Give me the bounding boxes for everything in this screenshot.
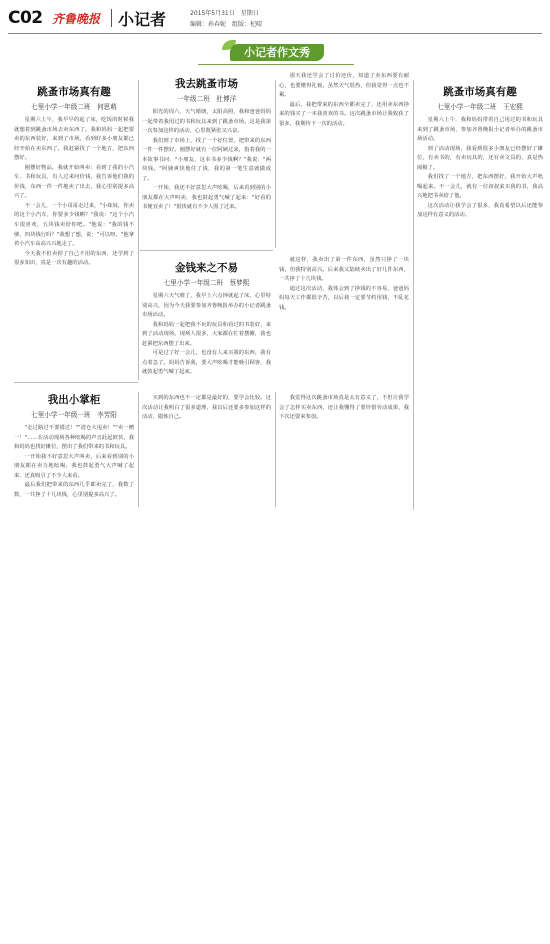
article-paragraph: 星期六上午，我早早的起了床，吃饭的时候我就想着到跳蚤市场去卖东西了。我和妈妈一起把要卖的东西装好，来到了市场。看到好多小朋友都已经开始在卖东西了，我赶紧找了一个地方，把东西摆好。 <box>14 117 134 162</box>
article-flea-market-fun <box>14 86 134 378</box>
article-continuation <box>279 256 409 380</box>
article-paragraph: 可是过了好一会儿，也没有人来买我的东西，我有点着急了。妈妈告诉我，要大声吆喝才能吸引顾客，我就鼓起勇气喊了起来。 <box>142 350 271 376</box>
article-body <box>142 394 271 423</box>
section-rule <box>14 382 138 383</box>
article-paragraph: 我们到了市场上，找了一个好位置，把带来的东西一件一件摆好。刚摆好就有一位阿姨过来，指着我的一本故事书问："小朋友，这本书多少钱啊？"我说："两块钱。"阿姨爽快地付了钱，我的第一笔生意就做成了。 <box>142 137 271 182</box>
article-paragraph: 到了活动现场，我看到很多小朋友已经摆好了摊位，有卖书的，有卖玩具的，还有卖文具的，真是热闹极了。 <box>417 145 543 171</box>
article-paragraph: 就这样，我卖出了第一件东西，虽然只挣了一块钱，但我特别高兴。后来我又陆续卖出了好几件东西，一共挣了十几块钱。 <box>279 257 409 283</box>
article-byline: 七里小学一年级一班 李芳阳 <box>31 411 117 419</box>
article-paragraph: 我们找了一个地方，把东西摆好，我开始大声吆喝起来。不一会儿，就有一位叔叔来买我的书，我高兴地把书卖给了他。 <box>417 174 543 200</box>
article-paragraph: 阳光的周六，天气晴朗，太阳高照，我和爸爸妈妈一起带着我用过的书和玩具来到了跳蚤市场。这是我第一次参加这样的活动，心里既紧张又兴奋。 <box>142 109 271 135</box>
article-title: 跳蚤市场真有趣 <box>37 86 111 98</box>
article-paragraph: "走过路过不要错过！""清仓大甩卖！""卖一赠一！"……在活动现场各种吆喝的声音此起彼伏，我和妈妈也找好摊位，摆出了我们带来的书和玩具。 <box>14 425 134 451</box>
column-divider <box>413 80 414 510</box>
column-divider <box>138 80 139 380</box>
masthead <box>8 6 542 32</box>
article-body <box>14 116 134 269</box>
article-paragraph: 刚摆好物品，我就开始叫卖：看到了我的小汽车、书和玩具，有人过来问价钱，我告诉他们我的价钱，东西一件一件地卖了出去，我心里别提多高兴了。 <box>14 164 134 200</box>
article-body <box>142 108 271 213</box>
article-paragraph: 那天我还学会了讨价还价，知道了卖东西要有耐心，也要懂得礼貌。虽然天气很热，但我觉得一点也不累。 <box>279 73 409 99</box>
article-title: 跳蚤市场真有趣 <box>443 86 517 98</box>
article-title: 我去跳蚤市场 <box>175 78 238 90</box>
article-body <box>279 394 409 423</box>
article-title: 金钱来之不易 <box>175 262 238 274</box>
article-paragraph: 买到的东西也不一定都是最好的，要学会比较。这次活动让我明白了很多道理，我以后还要多参加这样的活动，锻炼自己。 <box>142 395 271 421</box>
column-divider <box>275 80 276 248</box>
masthead-divider <box>111 9 112 27</box>
article-paragraph: 通过这次活动，我体会到了挣钱的不容易，爸爸妈妈每天工作都很辛苦，以后我一定要节约用钱，不乱花钱。 <box>279 285 409 311</box>
article-continuation <box>279 394 409 510</box>
article-paragraph: 我觉得这次跳蚤市场真是太有意义了，不但让我学会了怎样买卖东西，还让我懂得了要珍惜劳动成果，我下次还要来参加。 <box>279 395 409 421</box>
article-paragraph: 星期六天气晴了，我早上六点钟就起了床，心里特别高兴，因为今天我要参加齐鲁晚报举办的小记者跳蚤市场活动。 <box>142 293 271 319</box>
article-title: 我出小掌柜 <box>47 394 101 406</box>
section-title: 小记者 <box>118 10 167 29</box>
article-paragraph: 星期六上午，我和妈妈带着自己用过的书和玩具来到了跳蚤市场，参加齐鲁晚报小记者举办的跳蚤市场活动。 <box>417 117 543 143</box>
article-byline: 七里小学一年级二班 王宏熙 <box>437 103 523 111</box>
banner-underline <box>198 64 354 65</box>
article-paragraph: 一开始，我还不好意思大声吆喝，后来看到别的小朋友都在大声叫卖，我也鼓起勇气喊了起来："好看的书便宜卖了！"很快就有不少人围了过来。 <box>142 185 271 211</box>
column-divider <box>138 392 139 507</box>
article-paragraph: 我和妈妈一起把我不玩的玩具和看过的书装好，来到了活动现场。现场人很多，大家都在忙着摆摊，我也赶紧把东西摆了出来。 <box>142 321 271 347</box>
article-byline: 一年级二班 杜博洋 <box>176 95 237 103</box>
article-body <box>279 72 409 129</box>
article-paragraph: 最后我们把带来的东西几乎都卖完了，我数了数，一共挣了十几块钱，心里别提多高兴了。 <box>14 482 134 498</box>
article-byline: 七里小学一年级二班 何思萌 <box>31 103 117 111</box>
article-paragraph: 今天我不但卖掉了自己不用的东西，还学到了很多知识，真是一次有趣的活动。 <box>14 250 134 267</box>
article-paragraph: 这次活动让我学会了很多，我真希望以后还能参加这样有意义的活动。 <box>417 202 543 219</box>
article-going-to-flea-market <box>142 78 271 248</box>
masthead-rule <box>8 33 542 34</box>
article-money-hard-to-earn <box>142 262 271 380</box>
column-divider <box>275 392 276 507</box>
article-paragraph: 一开始我不好意思大声叫卖，后来看到别的小朋友都在卖力地吆喝，我也鼓起勇气大声喊了起来，还真吸引了不少人来看。 <box>14 453 134 479</box>
article-continuation <box>279 72 409 242</box>
article-body <box>279 256 409 313</box>
article-flea-market-fun-2 <box>417 86 543 516</box>
editor-credits: 编辑：孙春妮 组版：杞晴 <box>190 21 263 28</box>
column-banner: 小记者作文秀 <box>230 44 324 61</box>
article-byline: 七里小学一年级二班 蔡梦熙 <box>163 279 250 287</box>
article-paragraph: 不一会儿，一个小哥哥走过来，"小妹妹，你卖的这个小汽车，你要多少钱啊？"我说："这个小汽车很喜欢，五块钱卖给你吧。"他说："我的钱不够，四块钱行吗？"我想了想，说："可以呀。"他拿着小汽车高高兴兴地走了。 <box>14 202 134 248</box>
article-little-shopkeeper <box>14 394 134 510</box>
newspaper-logo: 齐鲁晚报 <box>52 12 101 26</box>
article-body <box>417 116 543 221</box>
article-body <box>14 424 134 500</box>
issue-date: 2015年5月31日 星期日 <box>190 10 259 17</box>
page-number: C02 <box>8 8 43 28</box>
article-continuation <box>142 394 271 510</box>
article-paragraph: 最后，我把带来的东西全都卖完了，还用卖东西挣来的钱买了一本我喜欢的书。这次跳蚤市场让我收获了很多，我期待下一次的活动。 <box>279 101 409 127</box>
section-rule <box>140 250 273 251</box>
article-body <box>142 292 271 378</box>
